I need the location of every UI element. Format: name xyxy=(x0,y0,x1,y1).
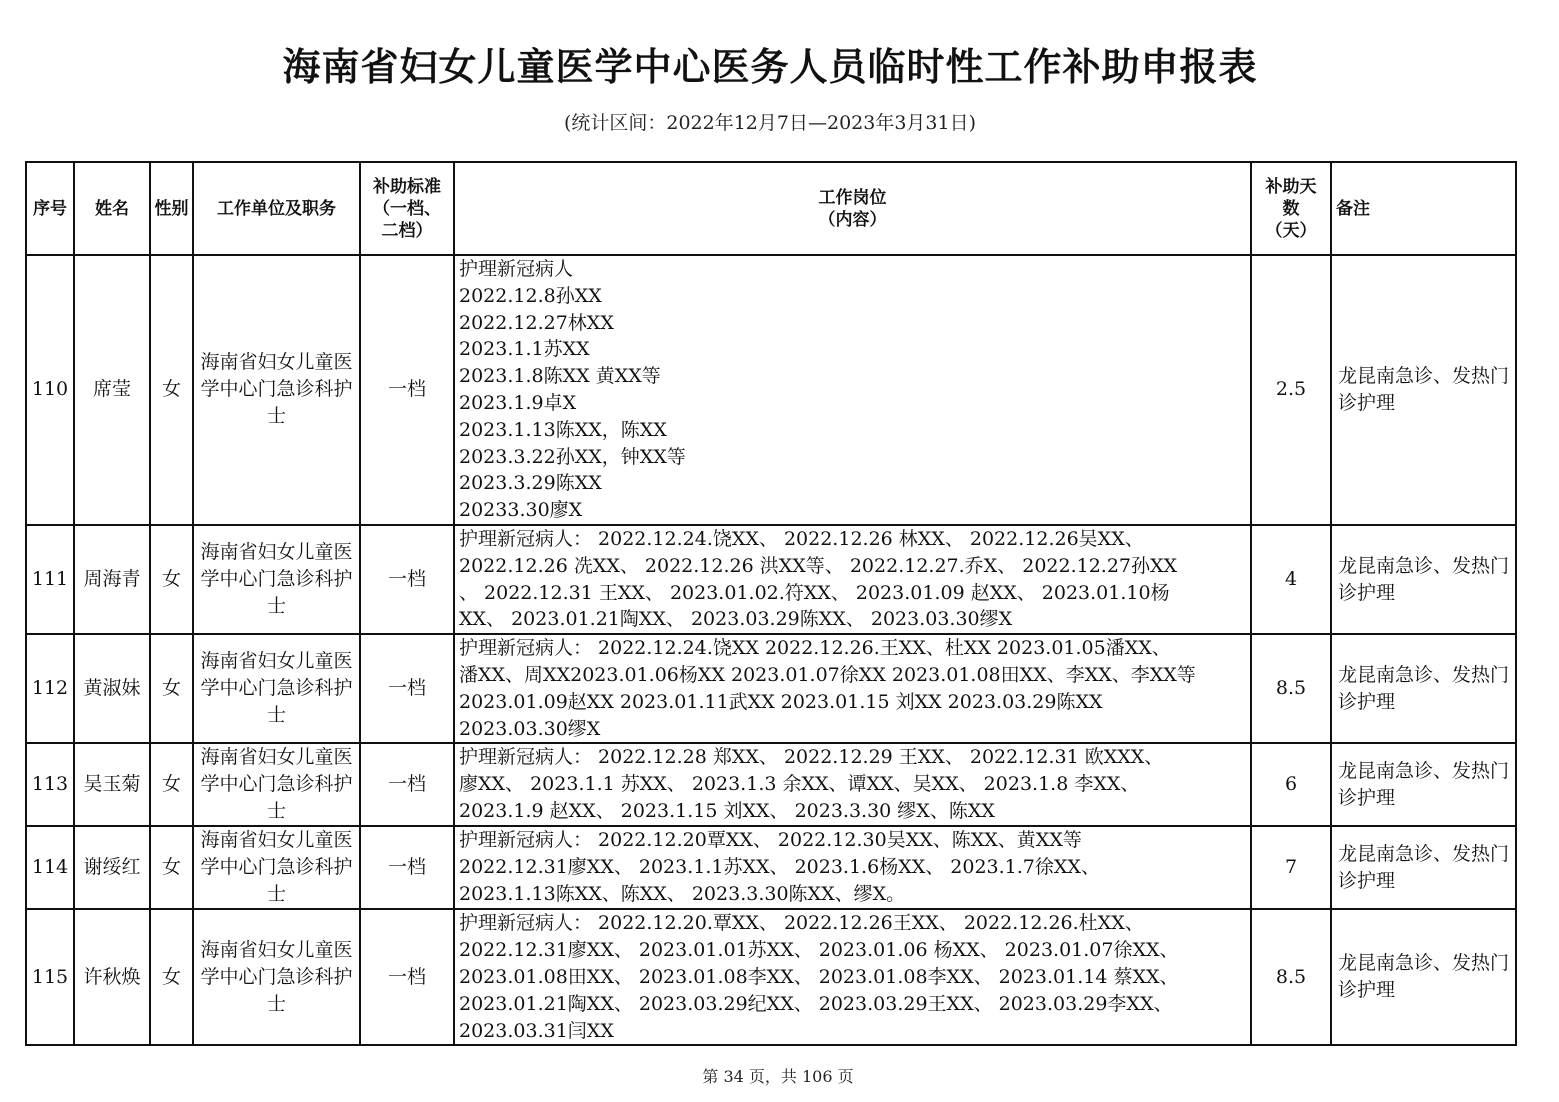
cell-days: 8.5 xyxy=(1251,634,1331,743)
cell-standard: 一档 xyxy=(360,909,454,1045)
cell-name: 黄淑妹 xyxy=(74,634,150,743)
header-standard-line1: 补助标准 xyxy=(373,176,441,197)
subsidy-table xyxy=(25,161,1517,1046)
cell-seq: 111 xyxy=(26,525,74,634)
work-line: 护理新冠病人： 2022.12.20覃XX、 2022.12.30吴XX、陈XX、黄XX等 xyxy=(459,829,1082,852)
cell-standard: 一档 xyxy=(360,826,454,909)
cell-days: 6 xyxy=(1251,743,1331,826)
cell-gender: 女 xyxy=(150,826,193,909)
cell-seq: 114 xyxy=(26,826,74,909)
work-line: 廖XX、 2023.1.1 苏XX、 2023.1.3 余XX、谭XX、吴XX、 2023.1.8 李XX、 xyxy=(459,773,1140,796)
header-unit: 工作单位及职务 xyxy=(193,162,360,255)
cell-gender: 女 xyxy=(150,743,193,826)
table-row xyxy=(26,826,1516,909)
cell-gender: 女 xyxy=(150,909,193,1045)
work-line: 2023.3.29陈XX xyxy=(459,472,602,495)
work-line: 2022.12.8孙XX xyxy=(459,284,602,307)
cell-days: 4 xyxy=(1251,525,1331,634)
cell-work xyxy=(454,255,1251,525)
cell-days: 2.5 xyxy=(1251,255,1331,525)
cell-name: 周海青 xyxy=(74,525,150,634)
page-title: 海南省妇女儿童医学中心医务人员临时性工作补助申报表 xyxy=(282,45,1258,89)
cell-standard: 一档 xyxy=(360,255,454,525)
header-days-line1: 补助天 xyxy=(1265,176,1317,197)
cell-note: 龙昆南急诊、发热门诊护理 xyxy=(1331,909,1516,1045)
work-line: 2023.1.13陈XX、陈XX、 2023.3.30陈XX、缪X。 xyxy=(459,882,906,905)
cell-unit: 海南省妇女儿童医学中心门急诊科护士 xyxy=(193,909,360,1045)
work-line: 2023.3.22孙XX，钟XX等 xyxy=(459,445,686,468)
cell-seq: 113 xyxy=(26,743,74,826)
cell-note: 龙昆南急诊、发热门诊护理 xyxy=(1331,826,1516,909)
table-row xyxy=(26,743,1516,826)
work-line: 2022.12.26 冼XX、 2022.12.26 洪XX等、 2022.12.27.乔X、 2022.12.27孙XX xyxy=(459,554,1178,577)
work-line: 护理新冠病人 xyxy=(459,258,574,280)
header-work xyxy=(454,162,1251,255)
cell-seq: 112 xyxy=(26,634,74,743)
table-row xyxy=(26,634,1516,743)
header-gender: 性别 xyxy=(150,162,193,255)
table-header-row xyxy=(26,162,1516,255)
work-line: 潘XX、周XX2023.01.06杨XX 2023.01.07徐XX 2023.01.08田XX、李XX、李XX等 xyxy=(459,663,1196,686)
table-row xyxy=(26,909,1516,1045)
cell-work xyxy=(454,525,1251,634)
page-number: 第 34 页，共 106 页 xyxy=(702,1067,854,1086)
header-seq: 序号 xyxy=(26,162,74,255)
cell-unit: 海南省妇女儿童医学中心门急诊科护士 xyxy=(193,525,360,634)
header-note: 备注 xyxy=(1331,162,1516,255)
work-line: 护理新冠病人： 2022.12.24.饶XX 2022.12.26.王XX、杜XX 2023.01.05潘XX、 xyxy=(459,637,1171,660)
cell-gender: 女 xyxy=(150,525,193,634)
header-name: 姓名 xyxy=(74,162,150,255)
cell-work xyxy=(454,743,1251,826)
work-line: 2023.03.30缪X xyxy=(459,717,601,740)
header-days-line2: 数 xyxy=(1282,198,1300,219)
table-row xyxy=(26,525,1516,634)
cell-unit: 海南省妇女儿童医学中心门急诊科护士 xyxy=(193,826,360,909)
cell-unit: 海南省妇女儿童医学中心门急诊科护士 xyxy=(193,634,360,743)
work-line: 护理新冠病人： 2022.12.24.饶XX、 2022.12.26 林XX、 2022.12.26吴XX、 xyxy=(459,527,1144,550)
work-line: 2023.01.08田XX、 2023.01.08李XX、 2023.01.08李XX、 2023.01.14 蔡XX、 xyxy=(459,965,1179,988)
cell-days: 8.5 xyxy=(1251,909,1331,1045)
cell-standard: 一档 xyxy=(360,634,454,743)
work-line: 2023.1.13陈XX，陈XX xyxy=(459,418,667,441)
header-days-line3: （天） xyxy=(1265,220,1317,241)
header-standard-line3: 二档） xyxy=(381,220,433,241)
work-line: 、 2022.12.31 王XX、 2023.01.02.符XX、 2023.01.09 赵XX、 2023.01.10杨 xyxy=(459,581,1170,604)
cell-seq: 110 xyxy=(26,255,74,525)
cell-name: 吴玉菊 xyxy=(74,743,150,826)
cell-work xyxy=(454,634,1251,743)
header-work-line2: （内容） xyxy=(818,209,887,230)
cell-note: 龙昆南急诊、发热门诊护理 xyxy=(1331,525,1516,634)
work-line: 2023.1.9 赵XX、 2023.1.15 刘XX、 2023.3.30 缪X、陈XX xyxy=(459,799,995,822)
table-row xyxy=(26,255,1516,525)
work-line: XX、 2023.01.21陶XX、 2023.03.29陈XX、 2023.03.30缪X xyxy=(459,608,1013,631)
statistics-period: (统计区间：2022年12月7日—2023年3月31日) xyxy=(563,112,977,134)
work-line: 2022.12.31廖XX、 2023.01.01苏XX、 2023.01.06 杨XX、 2023.01.07徐XX、 xyxy=(459,939,1179,962)
cell-work xyxy=(454,826,1251,909)
cell-gender: 女 xyxy=(150,255,193,525)
header-days xyxy=(1251,162,1331,255)
cell-days: 7 xyxy=(1251,826,1331,909)
work-line: 2022.12.31廖XX、 2023.1.1苏XX、 2023.1.6杨XX、 2023.1.7徐XX、 xyxy=(459,856,1100,879)
cell-gender: 女 xyxy=(150,634,193,743)
work-line: 2023.1.1苏XX xyxy=(459,338,590,361)
cell-note: 龙昆南急诊、发热门诊护理 xyxy=(1331,743,1516,826)
work-line: 2023.01.21陶XX、 2023.03.29纪XX、 2023.03.29王XX、 2023.03.29李XX、 xyxy=(459,992,1173,1015)
work-line: 2022.12.27林XX xyxy=(459,311,614,334)
cell-name: 谢绥红 xyxy=(74,826,150,909)
cell-unit: 海南省妇女儿童医学中心门急诊科护士 xyxy=(193,255,360,525)
cell-note: 龙昆南急诊、发热门诊护理 xyxy=(1331,255,1516,525)
cell-seq: 115 xyxy=(26,909,74,1045)
work-line: 护理新冠病人： 2022.12.20.覃XX、 2022.12.26王XX、 2022.12.26.杜XX、 xyxy=(459,912,1144,935)
work-line: 护理新冠病人： 2022.12.28 郑XX、 2022.12.29 王XX、 2022.12.31 欧XXX、 xyxy=(459,746,1164,769)
header-standard xyxy=(360,162,454,255)
cell-note: 龙昆南急诊、发热门诊护理 xyxy=(1331,634,1516,743)
work-line: 2023.1.9卓X xyxy=(459,391,577,414)
cell-work xyxy=(454,909,1251,1045)
work-line: 2023.1.8陈XX 黄XX等 xyxy=(459,365,661,388)
work-line: 2023.01.09赵XX 2023.01.11武XX 2023.01.15 刘XX 2023.03.29陈XX xyxy=(459,690,1103,713)
work-line: 20233.30廖X xyxy=(459,499,583,522)
work-line: 2023.03.31闫XX xyxy=(459,1019,614,1042)
cell-name: 席莹 xyxy=(74,255,150,525)
cell-name: 许秋焕 xyxy=(74,909,150,1045)
cell-standard: 一档 xyxy=(360,743,454,826)
cell-standard: 一档 xyxy=(360,525,454,634)
header-standard-line2: （一档、 xyxy=(373,198,441,219)
header-work-line1: 工作岗位 xyxy=(818,187,887,208)
cell-unit: 海南省妇女儿童医学中心门急诊科护士 xyxy=(193,743,360,826)
